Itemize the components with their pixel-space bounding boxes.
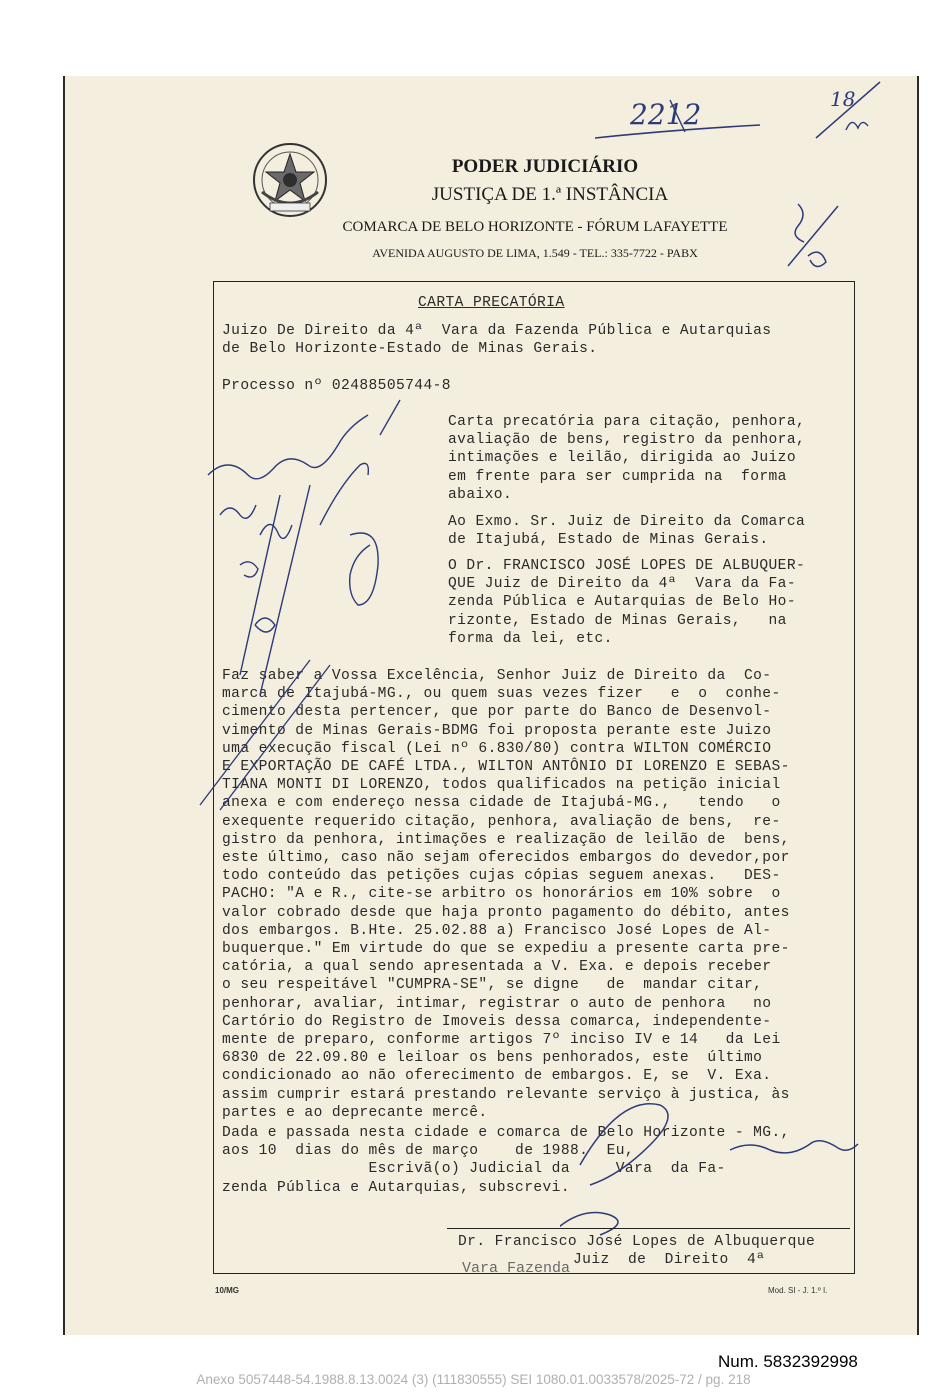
document-number: Num. 5832392998 [718,1352,858,1371]
body-text: Faz saber a Vossa Excelência, Senhor Juiz de Direito da Co- marca de Itajubá-MG., ou quem suas vezes fizer e o conhe- cimento desta pertencer, que por parte do Banco de Desenvol- vimento de Minas Gerais-BDMG foi proposta perante este Juizo uma execução fiscal (Lei nº 6.830/80) contra WILTON COMÉRCIO E EXPORTAÇÃO DE CAFÉ LTDA., WILTON ANTÔNIO DI LORENZO E SEBAS- TIANA MONTI DI LORENZO, todos qualificados na petição inicial anexa e com endereço nessa cidade de Itajubá-MG., tendo o exequente requerido citação, penhora, avaliação de bens, re- gistro da penhora, intimações e realização de leilão de bens, este último, caso não sejam oferecidos embargos do devedor,por todo conteúdo das petições cujas cópias seguem anexas. DES- PACHO: "A e R., cite-se arbitro os honorários em 10% sobre o valor cobrado desde que haja pronto pagamento do débito, antes dos embargos. B.Hte. 25.02.88 a) Francisco José Lopes de Al- buquerque." Em virtude do que se expediu a presente carta pre- catória, a qual sendo apresentada a V. Exa. e depois receber o seu respeitável "CUMPRA-SE", se digne de mandar citar, penhorar, avaliar, intimar, registrar o auto de penhora no Cartório do Registro de Imoveis dessa comarca, independente- mente de preparo, conforme artigos 7º inciso IV e 14 da Lei 6830 de 22.09.80 e leiloar os bens penhorados, este último condicionado ao não oferecimento de embargos. E, se V. Exa. assim cumprir estará prestando relevante serviço à justica, às partes e ao deprecante mercê. [222,668,790,1121]
header-poder-judiciario: PODER JUDICIÁRIO [451,156,639,177]
signature-overlay [560,1095,880,1245]
header-comarca: COMARCA DE BELO HORIZONTE - FÓRUM LAFAYETTE [342,219,728,235]
closing-text: Dada e passada nesta cidade e comarca de Belo Horizonte - MG., aos 10 dias do mês de março de 1988. Eu, Escrivã(o) Judicial da Vara da Fa- zenda Pública e Autarquias, subscrevi. [222,1125,790,1196]
header-address: AVENIDA AUGUSTO DE LIMA, 1.549 - TEL.: 335-7722 - PABX [372,246,698,260]
court-stamp: Vara Fazenda [462,1260,571,1277]
judge-intro: O Dr. FRANCISCO JOSÉ LOPES DE ALBUQUER- QUE Juiz de Direito da 4ª Vara da Fa- zenda Pública e Autarquias de Belo Ho- rizonte, Estado de Minas Gerais, na forma da lei, etc. [448,558,806,647]
form-code-right: Mod. SI - J. 1.º I. [768,1286,828,1295]
handwritten-mark-right [778,196,848,286]
form-code-left: 10/MG [215,1286,240,1295]
svg-text:18: 18 [830,87,856,111]
header-justica: JUSTIÇA DE 1.ª INSTÂNCIA [431,184,669,205]
signer-name: Dr. Francisco José Lopes de Albuquerque [458,1234,816,1250]
handwritten-number [590,92,770,142]
signature-line [447,1228,850,1229]
letter-purpose: Carta precatória para citação, penhora, avaliação de bens, registro da penhora, intimações e leilão, dirigida ao Juizo em frente para ser cumprida na forma abaixo. [448,414,806,503]
document-title: CARTA PRECATÓRIA [418,295,565,311]
handwritten-strikes [180,655,350,815]
process-number: Processo nº 02488505744-8 [222,378,451,394]
coat-of-arms-icon [250,140,330,224]
addressee: Ao Exmo. Sr. Juiz de Direito da Comarca de Itajubá, Estado de Minas Gerais. [448,514,806,549]
signer-title: Juiz de Direito 4ª [573,1252,766,1268]
footer-reference: Anexo 5057448-54.1988.8.13.0024 (3) (111830555) SEI 1080.01.0033578/2025-72 / pg. 218 [196,1372,751,1387]
handwritten-page-number [808,78,888,148]
court-intro: Juizo De Direito da 4ª Vara da Fazenda Pública e Autarquias de Belo Horizonte-Estado de Minas Gerais. [222,323,772,358]
handwritten-annotation [200,395,440,695]
svg-text:2212: 2212 [630,98,702,131]
